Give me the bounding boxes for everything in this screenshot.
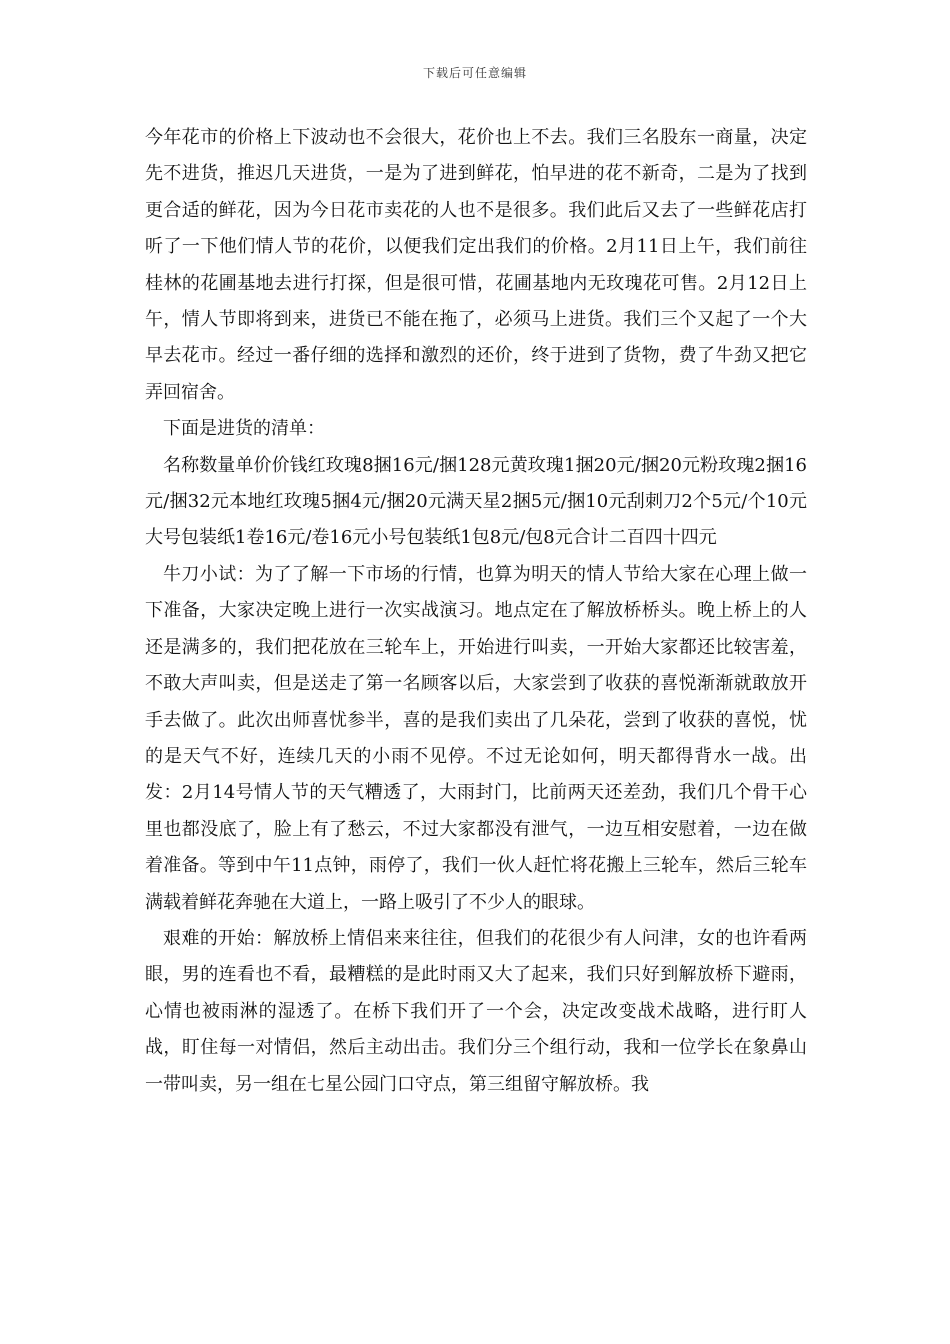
paragraph-purchase-list: 名称数量单价价钱红玫瑰8捆16元/捆128元黄玫瑰1捆20元/捆20元粉玫瑰2捆16元/捆32元本地红玫瑰5捆4元/捆20元满天星2捆5元/捆10元刮刺刀2个5元/个10元大号包装纸1卷16元/卷16元小号包装纸1包8元/包8元合计二百四十四元 xyxy=(145,454,807,549)
paragraph-list-intro: 下面是进货的清单： xyxy=(163,418,325,440)
paragraph-trial-run: 牛刀小试：为了了解一下市场的行情，也算为明天的情人节给大家在心理上做一下准备，大家决定晚上进行一次实战演习。地点定在了解放桥桥头。晚上桥上的人还是满多的，我们把花放在三轮车上，开始进行叫卖，一开始大家都还比较害羞，不敢大声叫卖，但是送走了第一名顾客以后，大家尝到了收获的喜悦渐渐就敢放开手去做了。此次出师喜忧参半，喜的是我们卖出了几朵花，尝到了收获的喜悦，忧的是天气不好，连续几天的小雨不见停。不过无论如何，明天都得背水一战。出发：2月14号情人节的天气糟透了，大雨封门，比前两天还差劲，我们几个骨干心里也都没底了，脸上有了愁云，不过大家都没有泄气，一边互相安慰着，一边在做着准备。等到中午11点钟，雨停了，我们一伙人赶忙将花搬上三轮车，然后三轮车满载着鲜花奔驰在大道上，一路上吸引了不少人的眼球。 xyxy=(145,563,807,913)
page-header: 下载后可任意编辑 xyxy=(422,66,527,80)
paragraph-hard-start: 艰难的开始：解放桥上情侣来来往往，但我们的花很少有人问津，女的也许看两眼，男的连看也不看，最糟糕的是此时雨又大了起来，我们只好到解放桥下避雨，心情也被雨淋的湿透了。在桥下我们开了一个会，决定改变战术战略，进行盯人战，盯住每一对情侣，然后主动出击。我们分三个组行动，我和一位学长在象鼻山一带叫卖，另一组在七星公园门口守点，第三组留守解放桥。我 xyxy=(145,927,807,1095)
paragraph-purchase-story: 今年花市的价格上下波动也不会很大，花价也上不去。我们三名股东一商量，决定先不进货，推迟几天进货，一是为了进到鲜花，怕早进的花不新奇，二是为了找到更合适的鲜花，因为今日花市卖花的人也不是很多。我们此后又去了一些鲜花店打听了一下他们情人节的花价，以便我们定出我们的价格。2月11日上午，我们前往桂林的花圃基地去进行打探，但是很可惜，花圃基地内无玫瑰花可售。2月12日上午，情人节即将到来，进货已不能在拖了，必须马上进货。我们三个又起了一个大早去花市。经过一番仔细的选择和激烈的还价，终于进到了货物，费了牛劲又把它弄回宿舍。 xyxy=(145,127,807,403)
document-body xyxy=(145,120,807,1103)
